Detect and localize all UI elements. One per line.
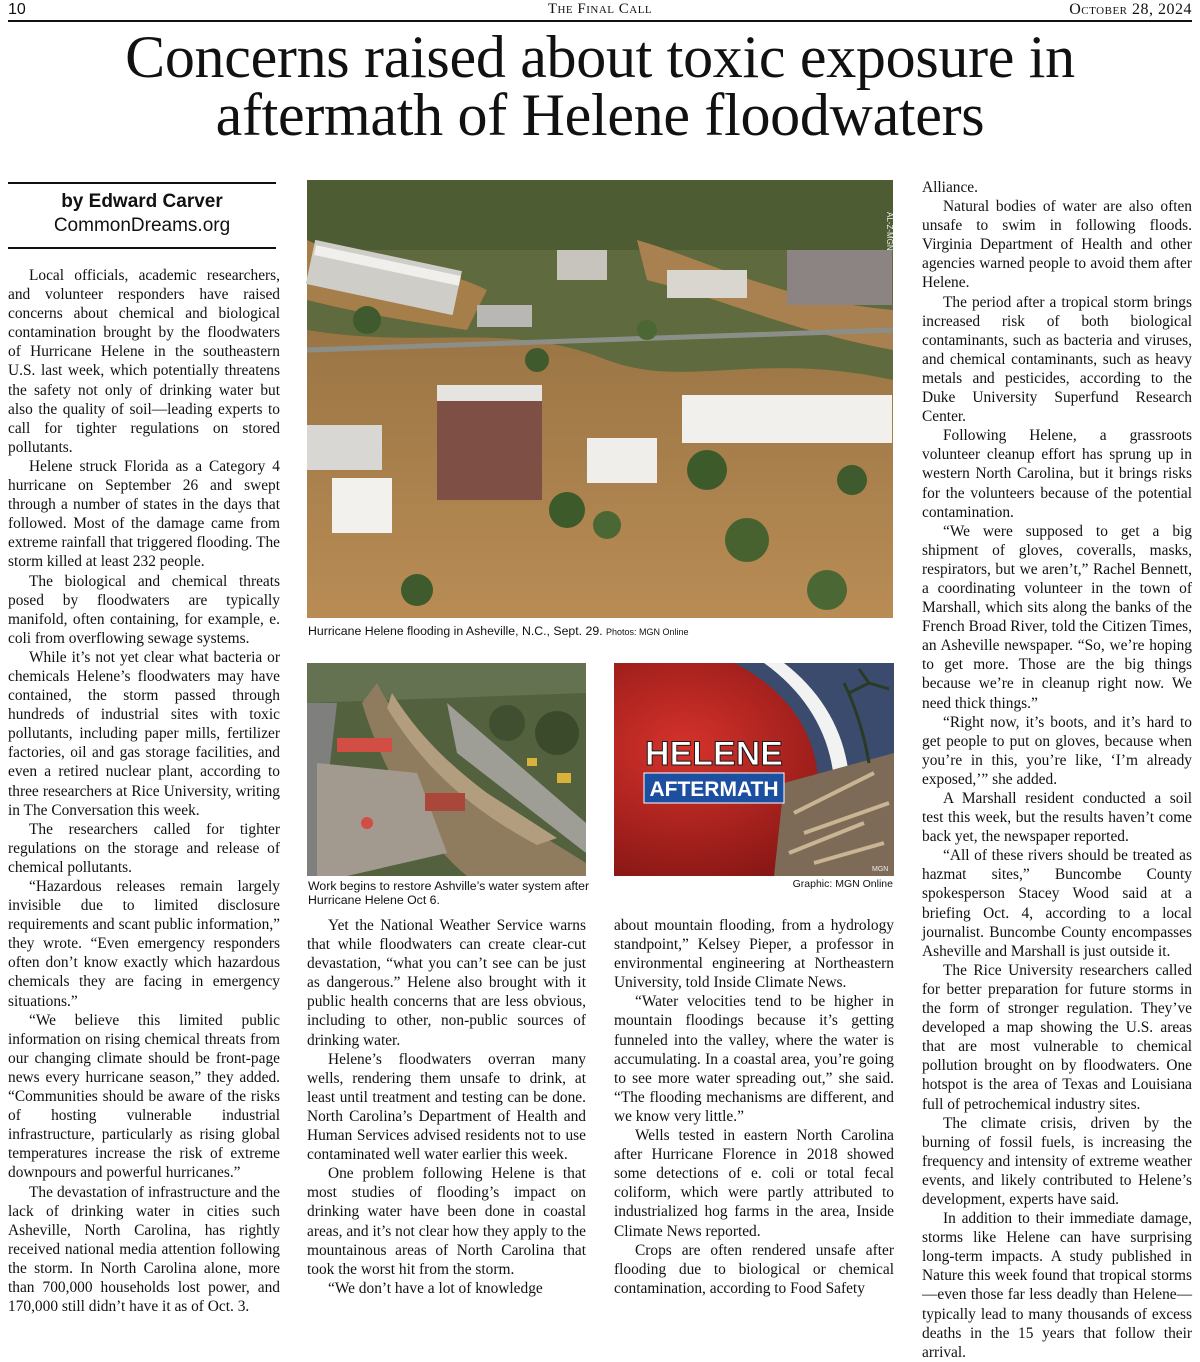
byline-source: CommonDreams.org bbox=[53, 215, 231, 236]
paragraph: “Hazardous releases remain largely invisible due to limited disclosure requirements and scant public information,” they wrote. “Even emergency responders often don’t know exactly which hazardous chemicals they are facing in emergency situations.” bbox=[8, 878, 280, 1010]
paragraph: Yet the National Weather Service warns that while floodwaters can create clear-cut devastation, “what you can’t see can be just as dangerous.” Helene also brought with it public health concerns that are less obvious, including to other, non-public sources of drinking water. bbox=[307, 917, 586, 1049]
paragraph: The devastation of infrastructure and the lack of drinking water in cities such Asheville, North Carolina, has rightly received national media attention following the storm. In North Carolina alone, more than 700,000 households lost power, and 170,000 still didn’t have it as of Oct. 3. bbox=[8, 1183, 280, 1316]
page-number: 10 bbox=[8, 1, 26, 18]
paragraph: Following Helene, a grassroots volunteer cleanup effort has sprung up in western North Carolina, but it brings risks for the volunteers because of the potential contamination. bbox=[922, 427, 1192, 521]
paragraph: “We believe this limited public information on rising chemical threats from our changing climate should be front-page news every hurricane season,” they added. “Communities should be aware of the risks of hosting vulnerable industrial infrastructure, particularly as rising global temperatures increase the risk of extreme downpours and powerful hurricanes.” bbox=[8, 1011, 280, 1182]
header-rule bbox=[8, 20, 1192, 22]
helene-aftermath-graphic bbox=[614, 663, 894, 876]
graphic-caption: Graphic: MGN Online bbox=[792, 878, 893, 890]
headline: Concerns raised about toxic exposure in aftermath of Helene floodwaters bbox=[125, 24, 1075, 148]
article-column-1 bbox=[8, 266, 280, 1316]
paragraph: Crops are often rendered unsafe after flooding due to biological or chemical contamination, according to Food Safety bbox=[614, 1241, 894, 1297]
paragraph: The period after a tropical storm brings increased risk of both biological contaminants, such as bacteria and viruses, and chemical contaminants, such as heavy metals and pesticides, according to the Duke University Superfund Research Center. bbox=[922, 293, 1192, 426]
paragraph: “Water velocities tend to be higher in mountain floodings because it’s getting funneled into the valley, where the water is accumulating. In a coastal area, you’re going to see more water spreading out,” she said. “The flooding mechanisms are different, and we know very little.” bbox=[614, 993, 894, 1125]
caption-text: Hurricane Helene flooding in Asheville, N.C., Sept. 29. bbox=[308, 624, 603, 638]
paragraph: A Marshall resident conducted a soil test this week, but the results haven’t come back yet, the newspaper reported. bbox=[922, 790, 1192, 846]
photo-credit: Photos: MGN Online bbox=[606, 627, 689, 637]
graphic-title-helene: HELENE bbox=[645, 735, 783, 773]
water-system-photo bbox=[307, 663, 586, 876]
aftermath-graphic-image bbox=[614, 663, 894, 876]
paragraph: “All of these rivers should be treated as hazmat sites,” Buncombe County spokesperson Stacey Wood said at a briefing Oct. 4, according to a local journalist. Buncombe County encompasses Asheville and Marshall is just outside it. bbox=[922, 847, 1192, 960]
paragraph: Natural bodies of water are also often unsafe to swim in following floods. Virginia Department of Health and other agencies warned people to avoid them after Helene. bbox=[922, 198, 1192, 292]
paragraph: “We don’t have a lot of knowledge bbox=[328, 1279, 543, 1297]
water-system-image bbox=[307, 663, 586, 876]
paragraph: Helene’s floodwaters overran many wells, rendering them unsafe to drink, at least until treatment and testing can be done. North Carolina’s Department of Health and Human Services advised residents not to use contaminated well water earlier this week. bbox=[307, 1050, 586, 1164]
graphic-title-aftermath: AFTERMATH bbox=[649, 778, 779, 801]
flood-aerial-image bbox=[307, 180, 893, 618]
paragraph: The climate crisis, driven by the burning of fossil fuels, is increasing the frequency and intensity of extreme weather events, and likely contributed to Helene’s development, experts have said. bbox=[922, 1114, 1192, 1208]
byline-author: by Edward Carver bbox=[61, 191, 223, 212]
article-column-4 bbox=[922, 178, 1192, 1361]
paragraph: The Rice University researchers called for better preparation for future storms in the form of stronger regulation. They’ve developed a map showing the U.S. areas that are most vulnerable to chemical pollution brought on by floodwaters. One hotspot is the area of Texas and Louisiana full of petrochemical industry sites. bbox=[922, 961, 1192, 1113]
issue-date: October 28, 2024 bbox=[1069, 1, 1192, 18]
paragraph: While it’s not yet clear what bacteria or chemicals Helene’s floodwaters may have contained, the storm passed through hundreds of industrial sites with toxic pollutants, including paper mills, fertilizer factories, oil and gas storage facilities, and even a retired nuclear plant, according to three researchers at Rice University, writing in The Conversation this week. bbox=[8, 648, 280, 819]
main-photo-caption bbox=[308, 624, 894, 639]
water-photo-caption: Work begins to restore Ashville’s water system after Hurricane Helene Oct 6. bbox=[308, 879, 590, 907]
paragraph: “We were supposed to get a big shipment of gloves, coveralls, masks, respirators, but we aren’t,” Rachel Bennett, a coordinating volunteer in the town of Marshall, which sits along the banks of the French Broad River, told the Citizen Times, an Asheville newspaper. “So, we’re hoping to get more. Those are the big things because we’re in cleanup right now. We need thick things.” bbox=[922, 522, 1192, 712]
publication-name: The Final Call bbox=[547, 1, 653, 17]
photo-watermark: AL-Z-MGN bbox=[885, 212, 894, 251]
flood-aerial-photo bbox=[307, 180, 893, 618]
paragraph: One problem following Helene is that most studies of flooding’s impact on drinking water have been done in coastal areas, and it’s not clear how they apply to the mountainous areas of North Carolina that took the worst hit from the storm. bbox=[307, 1165, 586, 1278]
byline bbox=[8, 182, 276, 249]
paragraph: about mountain flooding, from a hydrology standpoint,” Kelsey Pieper, a professor in environmental engineering at Northeastern University, told Inside Climate News. bbox=[614, 917, 894, 992]
graphic-watermark: MGN bbox=[872, 866, 889, 873]
paragraph: Wells tested in eastern North Carolina after Hurricane Florence in 2018 showed some detections of e. coli or total fecal coliform, which were partly attributed to industrialized hog farms in the area, Inside Climate News reported. bbox=[614, 1127, 894, 1240]
paragraph: “Right now, it’s boots, and it’s hard to get people to put on gloves, because when you’re in this, you’re like, ‘I’m already exposed,’” she added. bbox=[922, 713, 1192, 788]
article-column-2 bbox=[307, 916, 586, 1296]
paragraph: In addition to their immediate damage, storms like Helene can have surprising long-term impacts. A study published in Nature this week found that tropical storms—even those far less deadly than Helene—typically lead to many thousands of excess deaths in the 15 years that follow their arrival. bbox=[922, 1210, 1192, 1361]
paragraph: Helene struck Florida as a Category 4 hurricane on September 26 and swept through a number of states in the days that followed. Most of the damage came from extreme rainfall that triggered flooding. The storm killed at least 232 people. bbox=[8, 457, 280, 571]
paragraph: The biological and chemical threats posed by floodwaters are typically manifold, often containing, for example, e. coli from overflowing sewage systems. bbox=[8, 572, 280, 647]
paragraph: The researchers called for tighter regulations on the storage and release of chemical pollutants. bbox=[8, 820, 280, 876]
paragraph: Local officials, academic researchers, and volunteer responders have raised concerns about chemical and biological contamination brought by the floodwaters of Hurricane Helene in the southeastern U.S. last week, which potentially threatens the safety not only of drinking water but also the quality of soil—leading experts to call for tighter regulations on stored pollutants. bbox=[8, 267, 280, 456]
paragraph: Alliance. bbox=[922, 179, 978, 196]
article-column-3 bbox=[614, 916, 894, 1296]
